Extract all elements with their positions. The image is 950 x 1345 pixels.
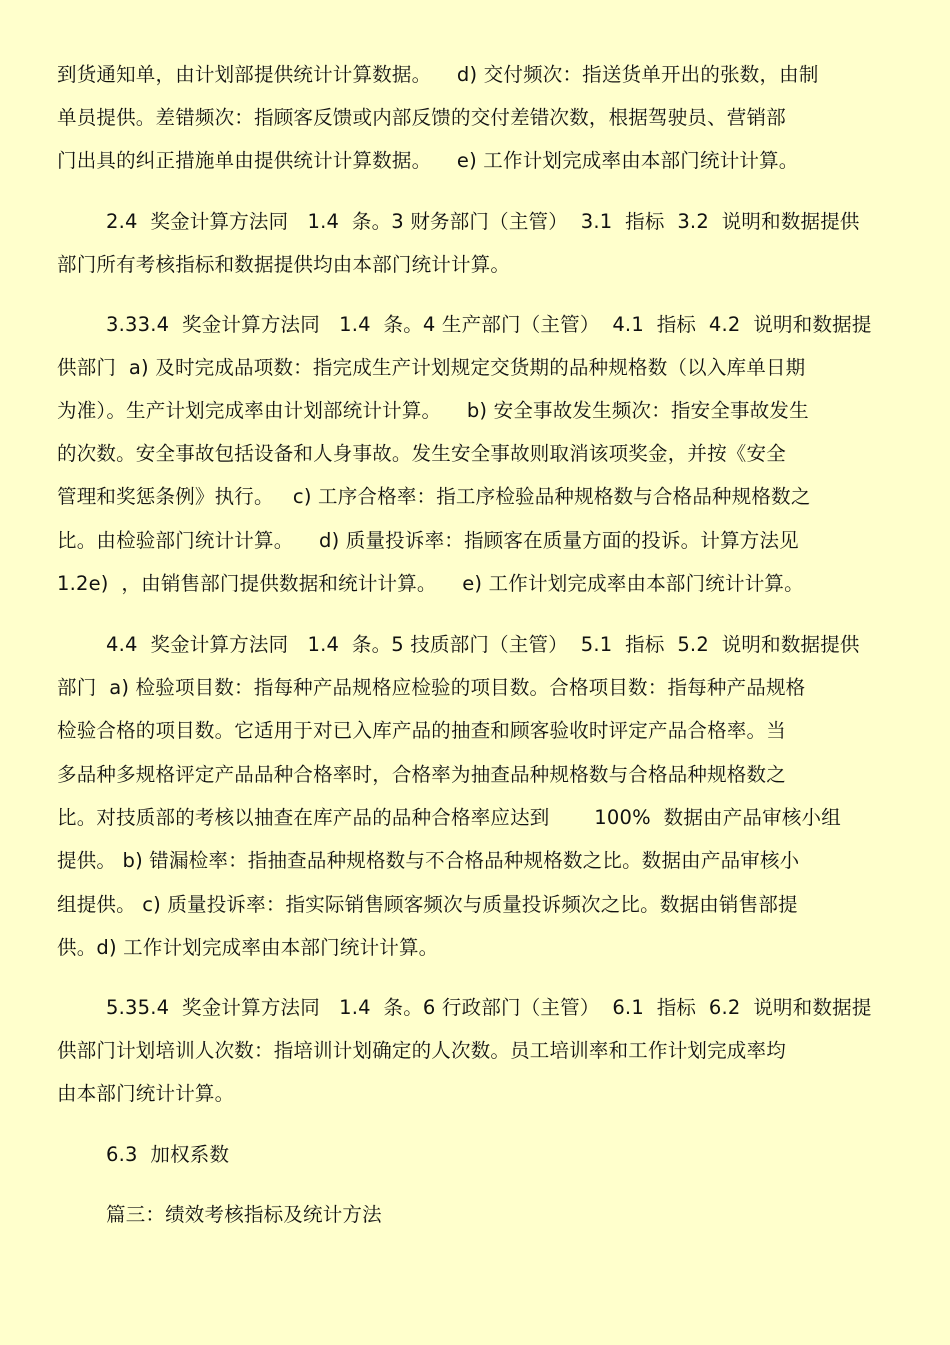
text-line-2: 单员提供。差错频次：指顾客反馈或内部反馈的交付差错次数，根据驾驶员、营销部 [57,106,786,129]
text-line-1: 到货通知单，由计划部提供统计计算数据。 d) 交付频次：指送货单开出的张数，由制 [57,63,819,86]
text-line-10: 管理和奖惩条例》执行。 c) 工序合格率：指工序检验品种规格数与合格品种规格数之 [57,485,811,508]
text-line-8: 为准）。生产计划完成率由计划部统计计算。 b) 安全事故发生频次：指安全事故发生 [57,399,809,422]
text-line-20: 供。d) 工作计划完成率由本部门统计计算。 [57,936,439,959]
text-line-24: 6.3 加权系数 [106,1143,230,1166]
text-line-9: 的次数。安全事故包括设备和人身事故。发生安全事故则取消该项奖金，并按《安全 [57,442,786,465]
text-line-15: 检验合格的项目数。它适用于对已入库产品的抽查和顾客验收时评定产品合格率。当 [57,719,786,742]
text-line-14: 部门 a) 检验项目数：指每种产品规格应检验的项目数。合格项目数：指每种产品规格 [57,676,806,699]
text-line-25: 篇三：绩效考核指标及统计方法 [106,1203,382,1226]
text-line-6: 3.33.4 奖金计算方法同 1.4 条。4 生产部门（主管） 4.1 指标 4.2 说明和数据提 [106,313,872,336]
text-line-13: 4.4 奖金计算方法同 1.4 条。5 技质部门（主管） 5.1 指标 5.2 说明和数据提供 [106,633,860,656]
text-line-12: 1.2e) ，由销售部门提供数据和统计计算。 e) 工作计划完成率由本部门统计计算。 [57,572,804,595]
text-line-18: 提供。 b) 错漏检率：指抽查品种规格数与不合格品种规格数之比。数据由产品审核小 [57,849,800,872]
text-line-3: 门出具的纠正措施单由提供统计计算数据。 e) 工作计划完成率由本部门统计计算。 [57,149,799,172]
text-line-7: 供部门 a) 及时完成品项数：指完成生产计划规定交货期的品种规格数（以入库单日期 [57,356,806,379]
text-line-22: 供部门计划培训人次数：指培训计划确定的人次数。员工培训率和工作计划完成率均 [57,1039,786,1062]
text-line-17: 比。对技质部的考核以抽查在库产品的品种合格率应达到 100% 数据由产品审核小组 [57,806,841,829]
text-line-23: 由本部门统计计算。 [57,1082,235,1105]
text-line-5: 部门所有考核指标和数据提供均由本部门统计计算。 [57,253,511,276]
text-line-4: 2.4 奖金计算方法同 1.4 条。3 财务部门（主管） 3.1 指标 3.2 说明和数据提供 [106,210,860,233]
text-line-19: 组提供。 c) 质量投诉率：指实际销售顾客频次与质量投诉频次之比。数据由销售部提 [57,893,798,916]
text-line-11: 比。由检验部门统计计算。 d) 质量投诉率：指顾客在质量方面的投诉。计算方法见 [57,529,799,552]
text-line-16: 多品种多规格评定产品品种合格率时，合格率为抽查品种规格数与合格品种规格数之 [57,763,786,786]
text-line-21: 5.35.4 奖金计算方法同 1.4 条。6 行政部门（主管） 6.1 指标 6.2 说明和数据提 [106,996,872,1019]
